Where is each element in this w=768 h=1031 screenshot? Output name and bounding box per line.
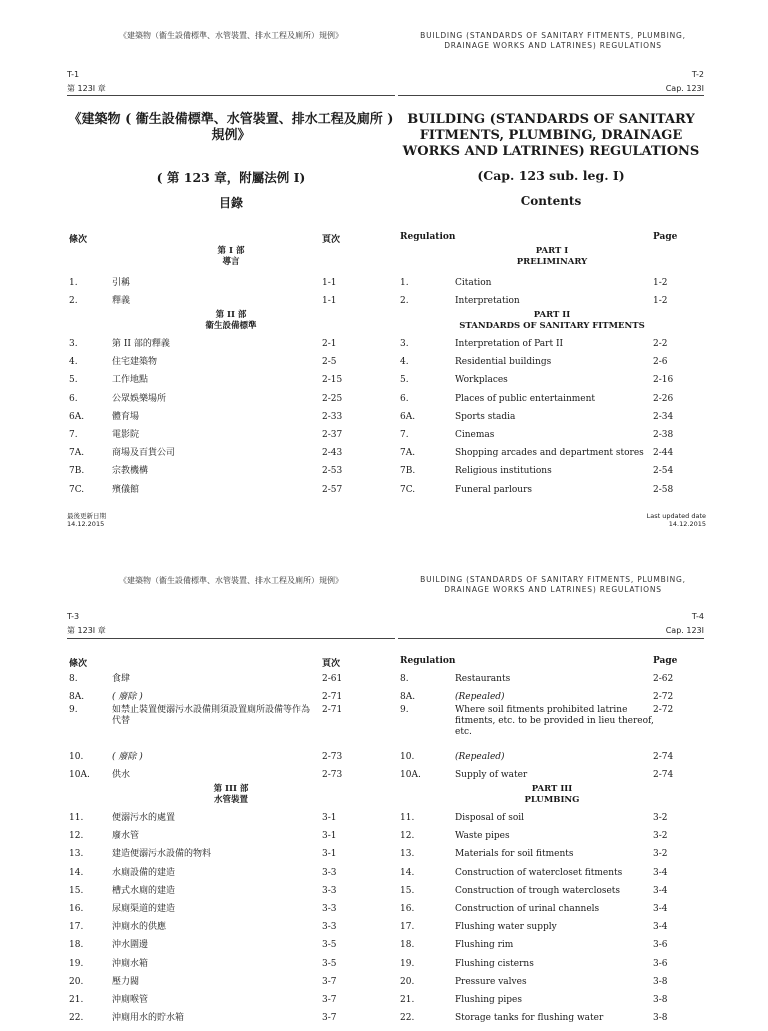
regulation-number: 6.: [400, 393, 409, 404]
regulation-title: Flushing pipes: [455, 995, 522, 1005]
regulation-title: Workplaces: [455, 375, 508, 386]
table-row: [67, 412, 395, 430]
page-number: 2-71: [322, 705, 343, 716]
regulation-number: 20.: [69, 976, 84, 987]
running-head: 《建築物（衞生設備標準、水管裝置、排水工程及廁所）規例》: [119, 576, 343, 585]
regulation-number: 10.: [400, 752, 415, 763]
page-number: 2-61: [322, 674, 343, 684]
regulation-number: 8A.: [400, 692, 416, 703]
page-number: 3-7: [322, 995, 337, 1005]
page-number: 3-8: [653, 995, 668, 1005]
page-number: 3-6: [653, 958, 668, 969]
page-number: 3-4: [653, 867, 668, 878]
page-number: 2-33: [322, 411, 343, 422]
regulation-title: Flushing cisterns: [455, 958, 534, 969]
table-row: [67, 674, 395, 692]
page-number: 3-2: [653, 813, 668, 823]
header-rule: [398, 95, 704, 96]
page-number: 3-3: [322, 904, 337, 914]
table-row: [398, 485, 706, 503]
table-row: [398, 674, 706, 692]
table-row: [67, 278, 395, 296]
contents-heading: Contents: [520, 194, 582, 208]
regulation-title: 引稱: [112, 278, 131, 288]
cap-line: (Cap. 123 sub. leg. I): [477, 168, 625, 183]
regulation-number: 9.: [400, 705, 409, 716]
table-row: [398, 849, 706, 867]
table-row: [67, 466, 395, 484]
part-title: 導言: [222, 257, 240, 267]
regulation-number: 7.: [400, 430, 409, 440]
regulation-number: 7A.: [69, 448, 85, 459]
table-row: [398, 995, 706, 1013]
chapter-label: Cap. 123I: [665, 626, 704, 635]
contents-table: [398, 232, 706, 512]
part-number: PART II: [533, 310, 571, 320]
regulation-number: 6A.: [69, 411, 85, 422]
table-row: [67, 904, 395, 922]
page-code: T-1: [67, 70, 80, 79]
footer: [647, 512, 706, 528]
table-row: [398, 922, 706, 940]
part-number: 第 III 部: [213, 784, 249, 794]
contents-table: [67, 232, 395, 512]
table-row: [67, 959, 395, 977]
regulation-number: 22.: [400, 1013, 415, 1024]
regulation-title: 體育場: [112, 411, 140, 422]
table-row: [398, 339, 706, 357]
regulation-title: Cinemas: [455, 430, 495, 440]
table-row: [398, 412, 706, 430]
regulation-title: 如禁止裝置便溺污水設備則須設置廁所設備等作為代替: [112, 705, 311, 727]
part-title: PLUMBING: [524, 795, 580, 805]
page-number: 2-73: [322, 770, 343, 781]
chapter-label: 第 123I 章: [67, 84, 106, 93]
regulation-number: 8.: [69, 674, 78, 684]
table-row: [398, 278, 706, 296]
last-updated-label: Last updated date: [646, 512, 706, 520]
table-row: [67, 357, 395, 375]
regulation-title: Interpretation of Part II: [455, 339, 564, 349]
regulation-title: 水廁設備的建造: [112, 867, 176, 878]
regulation-number: 10.: [69, 752, 84, 763]
table-row: [398, 959, 706, 977]
contents-table: [398, 656, 706, 1024]
page-id: [67, 68, 106, 96]
regulation-number: 7A.: [400, 448, 416, 459]
page-number: 3-7: [322, 976, 337, 987]
header-rule: [67, 95, 395, 96]
regulation-number: 1.: [69, 278, 78, 288]
regulation-title: 電影院: [112, 430, 140, 440]
part-heading: [67, 310, 395, 332]
regulation-title: 第 II 部的釋義: [112, 339, 170, 349]
page-t4: [398, 555, 708, 1024]
regulation-number: 12.: [69, 831, 84, 842]
part-number: PART I: [535, 246, 569, 256]
regulation-title: 公眾娛樂場所: [112, 393, 167, 404]
regulation-number: 9.: [69, 705, 78, 716]
regulation-title: 住宅建築物: [112, 357, 158, 368]
column-header-regulation: Regulation: [400, 656, 456, 666]
regulation-title: 沖廁水的供應: [112, 922, 167, 933]
regulation-number: 6A.: [400, 411, 416, 422]
regulation-number: 18.: [69, 940, 84, 951]
page-number: 2-44: [653, 448, 674, 459]
regulation-title: Residential buildings: [455, 357, 552, 368]
part-heading: [67, 246, 395, 268]
table-row: [67, 485, 395, 503]
page-t2: [398, 0, 708, 540]
page-number: 3-1: [322, 813, 337, 823]
footer: [67, 512, 106, 528]
table-row: [398, 394, 706, 412]
table-row: [398, 430, 706, 448]
column-header-page: Page: [653, 656, 678, 666]
part-heading: [398, 784, 706, 806]
page-number: 3-3: [322, 922, 337, 933]
page-number: 3-2: [653, 849, 668, 860]
regulation-title: 沖水圍邊: [112, 940, 149, 951]
page-number: 2-26: [653, 393, 674, 404]
regulation-title: Construction of watercloset fitments: [455, 867, 623, 878]
table-row: [67, 813, 395, 831]
regulation-title: Sports stadia: [455, 411, 516, 422]
table-row: [67, 448, 395, 466]
running-head: 《建築物（衞生設備標準、水管裝置、排水工程及廁所）規例》: [119, 31, 343, 40]
regulation-number: 3.: [400, 339, 409, 349]
regulation-title: Places of public entertainment: [455, 393, 596, 404]
regulation-number: 5.: [69, 375, 78, 386]
regulation-number: 11.: [400, 813, 415, 823]
column-header-regulation: Regulation: [400, 232, 456, 242]
page-id: [666, 610, 704, 638]
table-row: [67, 995, 395, 1013]
page-number: 3-2: [653, 831, 668, 842]
page-number: 2-71: [322, 692, 343, 703]
cap-line: ( 第 123 章，附屬法例 I): [156, 170, 306, 185]
page-number: 2-73: [322, 752, 343, 763]
table-row: [67, 339, 395, 357]
regulation-number: 2.: [69, 296, 78, 307]
page-number: 3-1: [322, 831, 337, 842]
table-row: [398, 977, 706, 995]
part-title: PRELIMINARY: [516, 257, 588, 267]
table-row: [398, 831, 706, 849]
regulation-number: 22.: [69, 1013, 84, 1024]
page-number: 2-38: [653, 430, 674, 440]
regulation-title: Supply of water: [455, 770, 528, 781]
regulation-number: 14.: [400, 867, 415, 878]
page-t3: [22, 555, 372, 1024]
table-row: [398, 940, 706, 958]
table-row: [398, 448, 706, 466]
header-rule: [67, 638, 395, 639]
page-number: 2-25: [322, 393, 343, 404]
regulation-title: 商場及百貨公司: [112, 448, 176, 459]
regulation-number: 17.: [69, 922, 84, 933]
page-number: 2-34: [653, 411, 674, 422]
page-number: 1-1: [322, 278, 337, 288]
table-row: [67, 375, 395, 393]
page-number: 3-1: [322, 849, 337, 860]
page-number: 2-74: [653, 770, 674, 781]
regulation-title: Flushing water supply: [455, 922, 557, 933]
page-number: 2-16: [653, 375, 674, 386]
regulation-number: 21.: [69, 995, 84, 1005]
page-title: BUILDING (STANDARDS OF SANITARY FITMENTS, PLUMBING, DRAINAGE WORKS AND LATRINES) REGULATIONS: [402, 112, 700, 159]
regulation-number: 5.: [400, 375, 409, 386]
page-number: 3-4: [653, 885, 668, 896]
table-row: [398, 886, 706, 904]
regulation-title: Where soil fitments prohibited latrine fitments, etc. to be provided in lieu thereof, etc.: [455, 705, 654, 738]
page-number: 3-3: [322, 867, 337, 878]
page-number: 2-57: [322, 484, 343, 495]
running-head: BUILDING (STANDARDS OF SANITARY FITMENTS, PLUMBING, DRAINAGE WORKS AND LATRINES) REGULATIONS: [420, 31, 686, 50]
part-heading: [398, 246, 706, 268]
page-number: 1-2: [653, 278, 668, 288]
regulation-number: 4.: [69, 357, 78, 368]
page-code: T-3: [67, 612, 80, 621]
page-number: 2-72: [653, 692, 674, 703]
table-row: [398, 375, 706, 393]
regulation-number: 13.: [69, 849, 84, 860]
regulation-title: 尿廁渠道的建造: [112, 904, 176, 914]
regulation-title: 食肆: [112, 674, 131, 684]
table-row: [398, 466, 706, 484]
last-updated-label: 最後更新日期: [67, 512, 106, 520]
table-row: [67, 940, 395, 958]
regulation-title: Materials for soil fitments: [455, 849, 574, 860]
regulation-number: 19.: [69, 958, 84, 969]
page-number: 1-1: [322, 296, 337, 307]
regulation-number: 11.: [69, 813, 84, 823]
last-updated-date: 14.12.2015: [67, 520, 105, 528]
regulation-title: 便溺污水的處置: [112, 813, 176, 823]
regulation-title: Citation: [455, 278, 492, 288]
regulation-title: Storage tanks for flushing water: [455, 1013, 604, 1024]
part-heading: [398, 310, 706, 332]
page-number: 3-4: [653, 904, 668, 914]
regulation-title: (Repealed): [455, 692, 505, 703]
regulation-title: ( 廢除 ): [112, 752, 143, 763]
table-row: [67, 1013, 395, 1031]
column-header-page: Page: [653, 232, 678, 242]
regulation-number: 2.: [400, 296, 409, 307]
regulation-title: (Repealed): [455, 752, 505, 763]
regulation-number: 14.: [69, 867, 84, 878]
page-id: [666, 68, 704, 96]
regulation-title: 供水: [112, 770, 131, 781]
chapter-label: 第 123I 章: [67, 626, 106, 635]
table-row: [398, 1013, 706, 1031]
page-number: 3-8: [653, 976, 668, 987]
regulation-title: Funeral parlours: [455, 484, 533, 495]
regulation-title: 宗教機構: [112, 466, 149, 477]
regulation-number: 20.: [400, 976, 415, 987]
regulation-number: 6.: [69, 393, 78, 404]
page-number: 2-1: [322, 339, 337, 349]
page-number: 2-5: [322, 357, 337, 368]
regulation-title: 殯儀館: [112, 484, 140, 495]
regulation-number: 8A.: [69, 692, 85, 703]
regulation-title: ( 廢除 ): [112, 692, 143, 703]
page-t1: [22, 0, 394, 540]
page-number: 2-54: [653, 466, 674, 477]
table-row: [67, 849, 395, 867]
page-number: 2-43: [322, 448, 343, 459]
table-row: [398, 813, 706, 831]
table-row: [67, 705, 395, 727]
regulation-number: 10A.: [400, 770, 421, 781]
contents-table: [67, 656, 395, 1024]
page-number: 2-6: [653, 357, 668, 368]
regulation-title: 沖廁喉管: [112, 995, 149, 1005]
last-updated-date: 14.12.2015: [668, 520, 706, 528]
regulation-title: 釋義: [112, 296, 131, 307]
page-number: 2-53: [322, 466, 343, 477]
page-id: [67, 610, 106, 638]
part-heading: [67, 784, 395, 806]
page-number: 2-37: [322, 430, 343, 440]
page-number: 3-5: [322, 958, 337, 969]
page-number: 3-4: [653, 922, 668, 933]
regulation-title: Interpretation: [455, 296, 520, 307]
regulation-title: Construction of urinal channels: [455, 904, 600, 914]
regulation-number: 8.: [400, 674, 409, 684]
column-header-page: 頁次: [322, 235, 341, 245]
regulation-title: 沖廁水箱: [112, 958, 149, 969]
table-row: [398, 868, 706, 886]
regulation-title: Restaurants: [455, 674, 511, 684]
page-number: 3-8: [653, 1013, 668, 1024]
page-number: 3-6: [653, 940, 668, 951]
regulation-number: 16.: [400, 904, 415, 914]
regulation-number: 21.: [400, 995, 415, 1005]
regulation-number: 7C.: [400, 484, 416, 495]
part-title: STANDARDS OF SANITARY FITMENTS: [459, 321, 645, 331]
regulation-title: Religious institutions: [455, 466, 552, 477]
table-row: [67, 886, 395, 904]
header-rule: [398, 638, 704, 639]
regulation-title: 壓力閥: [112, 976, 140, 987]
regulation-title: 槽式水廁的建造: [112, 885, 176, 896]
part-number: 第 II 部: [215, 310, 247, 320]
table-row: [398, 752, 706, 770]
chapter-label: Cap. 123I: [665, 84, 704, 93]
regulation-number: 12.: [400, 831, 415, 842]
regulation-title: Waste pipes: [455, 831, 510, 842]
regulation-number: 16.: [69, 904, 84, 914]
page-title: 《建築物 ( 衞生設備標準、水管裝置、排水工程及廁所 ) 規例》: [68, 112, 394, 143]
part-number: 第 I 部: [217, 246, 245, 256]
regulation-number: 7B.: [69, 466, 85, 477]
part-title: 衞生設備標準: [205, 321, 257, 331]
page-code: T-2: [691, 70, 704, 79]
regulation-number: 17.: [400, 922, 415, 933]
regulation-title: 沖廁用水的貯水箱: [112, 1013, 185, 1024]
table-row: [398, 904, 706, 922]
page-number: 2-2: [653, 339, 668, 349]
regulation-title: 建造便溺污水設備的物料: [112, 849, 212, 860]
column-header-page: 頁次: [322, 659, 341, 669]
table-row: [67, 831, 395, 849]
regulation-title: Flushing rim: [455, 940, 514, 951]
page-number: 3-5: [322, 940, 337, 951]
column-header-regulation: 條次: [69, 235, 88, 245]
regulation-title: Shopping arcades and department stores: [455, 448, 644, 459]
table-row: [67, 394, 395, 412]
regulation-title: 廢水管: [112, 831, 140, 842]
regulation-number: 15.: [69, 885, 84, 896]
regulation-number: 18.: [400, 940, 415, 951]
table-row: [67, 752, 395, 770]
table-row: [67, 868, 395, 886]
regulation-number: 7C.: [69, 484, 85, 495]
regulation-number: 4.: [400, 357, 409, 368]
page-number: 3-3: [322, 885, 337, 896]
page-number: 2-58: [653, 484, 674, 495]
regulation-number: 10A.: [69, 770, 90, 781]
regulation-title: Disposal of soil: [455, 813, 525, 823]
page-number: 2-62: [653, 674, 674, 684]
page-number: 2-74: [653, 752, 674, 763]
regulation-title: Pressure valves: [455, 976, 527, 987]
regulation-title: Construction of trough waterclosets: [455, 885, 621, 896]
page-number: 1-2: [653, 296, 668, 307]
regulation-number: 13.: [400, 849, 415, 860]
page-number: 2-72: [653, 705, 674, 716]
part-title: 水管裝置: [213, 795, 248, 805]
page-number: 3-7: [322, 1013, 337, 1024]
contents-heading: 目錄: [218, 196, 243, 210]
regulation-title: 工作地點: [112, 375, 149, 386]
regulation-number: 7B.: [400, 466, 416, 477]
table-row: [67, 977, 395, 995]
column-header-regulation: 條次: [69, 659, 88, 669]
table-row: [398, 357, 706, 375]
table-row: [67, 430, 395, 448]
page-number: 2-15: [322, 375, 343, 386]
regulation-number: 7.: [69, 430, 78, 440]
page-code: T-4: [691, 612, 704, 621]
table-row: [67, 922, 395, 940]
regulation-number: 1.: [400, 278, 409, 288]
regulation-number: 15.: [400, 885, 415, 896]
part-number: PART III: [531, 784, 573, 794]
regulation-number: 19.: [400, 958, 415, 969]
running-head: BUILDING (STANDARDS OF SANITARY FITMENTS, PLUMBING, DRAINAGE WORKS AND LATRINES) REGULATIONS: [420, 575, 686, 594]
regulation-number: 3.: [69, 339, 78, 349]
table-row: [398, 705, 706, 738]
